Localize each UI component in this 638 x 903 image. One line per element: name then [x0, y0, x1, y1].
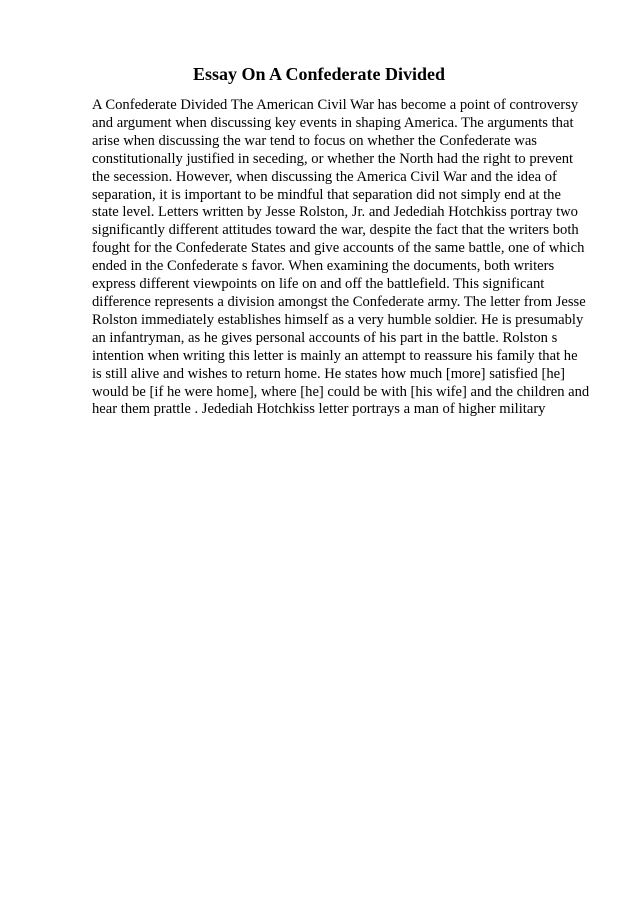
body-line: separation, it is important to be mindful that separation did not simply end at the: [92, 186, 561, 203]
body-line: ended in the Confederate s favor. When examining the documents, both writers: [92, 258, 555, 275]
document-body: [92, 97, 592, 419]
body-line: would be [if he were home], where [he] could be with [his wife] and the children and: [92, 383, 590, 400]
body-line: fought for the Confederate States and give accounts of the same battle, one of which: [92, 240, 585, 257]
body-line: and argument when discussing key events in shaping America. The arguments that: [92, 114, 574, 131]
body-line: intention when writing this letter is mainly an attempt to reassure his family that he: [92, 347, 578, 364]
body-line: constitutionally justified in seceding, or whether the North had the right to prevent: [92, 150, 574, 167]
body-line: significantly different attitudes toward the war, despite the fact that the writers both: [92, 222, 579, 239]
document-title: Essay On A Confederate Divided: [192, 64, 446, 84]
body-line: A Confederate Divided The American Civil War has become a point of controversy: [92, 97, 579, 113]
body-line: the secession. However, when discussing the America Civil War and the idea of: [92, 168, 557, 185]
body-line: state level. Letters written by Jesse Rolston, Jr. and Jedediah Hotchkiss portray two: [92, 204, 578, 221]
body-line: difference represents a division amongst the Confederate army. The letter from Jesse: [92, 293, 586, 310]
body-line: Rolston immediately establishes himself as a very humble soldier. He is presumably: [92, 311, 584, 328]
body-line: an infantryman, as he gives personal accounts of his part in the battle. Rolston s: [92, 329, 558, 346]
body-line: arise when discussing the war tend to focus on whether the Confederate was: [92, 132, 537, 149]
body-line: express different viewpoints on life on and off the battlefield. This significant: [92, 276, 545, 293]
body-line: is still alive and wishes to return home. He states how much [more] satisfied [he]: [92, 365, 565, 382]
body-line: hear them prattle . Jedediah Hotchkiss letter portrays a man of higher military: [92, 401, 546, 418]
